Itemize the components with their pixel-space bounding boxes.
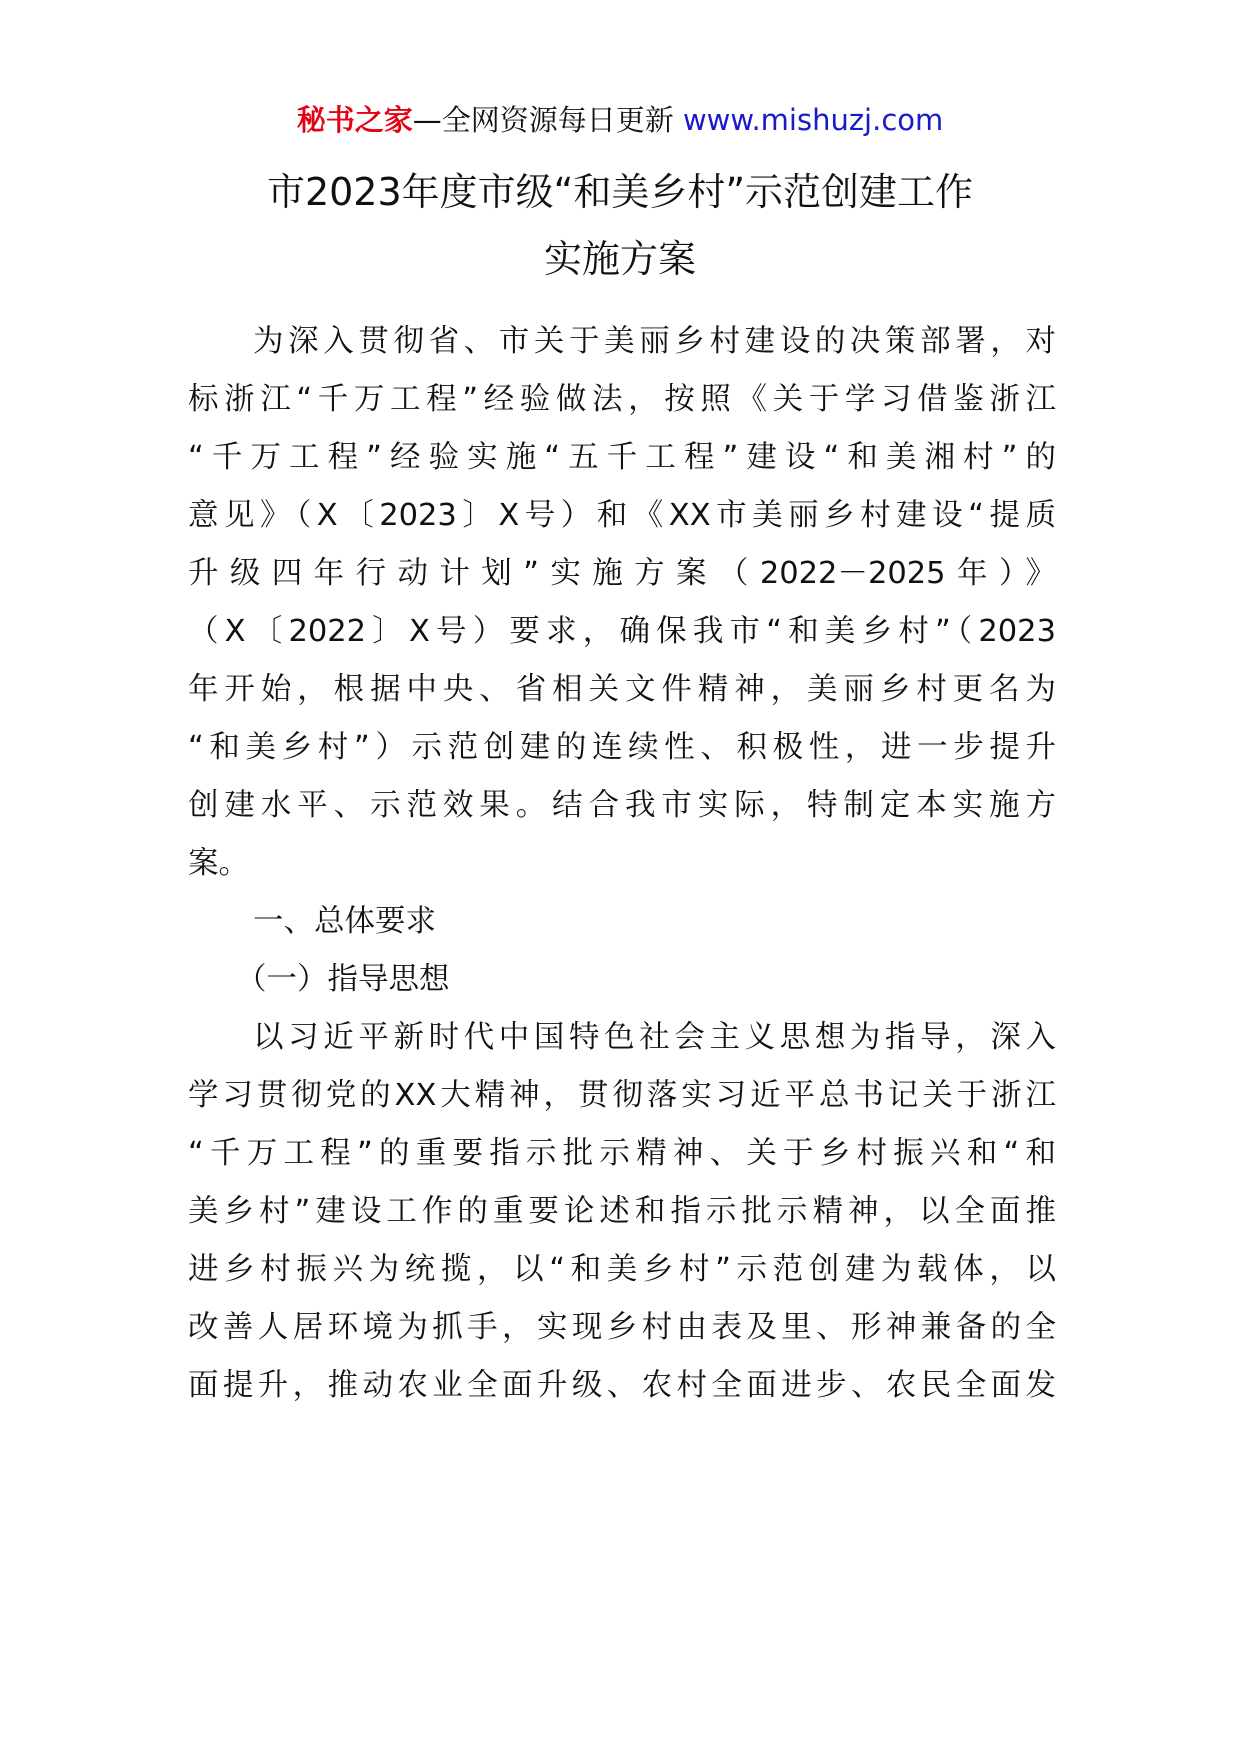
subsection-heading: （一）指导思想	[236, 962, 450, 997]
body-line: 标浙江“千万工程”经验做法，按照《关于学习借鉴浙江	[188, 382, 1056, 417]
body-line: “和美乡村”）示范创建的连续性、积极性，进一步提升	[188, 730, 1056, 765]
body-line: 面提升，推动农业全面升级、农村全面进步、农民全面发	[188, 1368, 1056, 1403]
document-title-line-1: 市2023年度市级“和美乡村”示范创建工作	[266, 170, 974, 214]
section-heading: 一、总体要求	[253, 904, 436, 939]
website-link[interactable]: www.mishuzj.com	[682, 103, 944, 137]
body-line: 创建水平、示范效果。结合我市实际，特制定本实施方	[188, 788, 1056, 823]
header-banner	[0, 100, 1240, 140]
brand-name: 秘书之家	[296, 103, 413, 137]
body-line: 案。	[188, 846, 249, 881]
body-line: （X〔2022〕X号）要求，确保我市“和美乡村”（2023	[188, 614, 1056, 649]
body-line: 以习近平新时代中国特色社会主义思想为指导，深入	[253, 1020, 1056, 1055]
body-line: “千万工程”的重要指示批示精神、关于乡村振兴和“和	[188, 1136, 1056, 1171]
body-line: 意见》（X〔2023〕X号）和《XX市美丽乡村建设“提质	[188, 498, 1056, 533]
body-line: 美乡村”建设工作的重要论述和指示批示精神，以全面推	[188, 1194, 1056, 1229]
document-title-line-2: 实施方案	[543, 237, 696, 281]
body-line: 升级四年行动计划”实施方案（2022－2025年）》	[188, 556, 1056, 591]
body-line: “千万工程”经验实施“五千工程”建设“和美湘村”的	[188, 440, 1056, 475]
body-line: 为深入贯彻省、市关于美丽乡村建设的决策部署，对	[253, 324, 1056, 359]
body-line: 年开始，根据中央、省相关文件精神，美丽乡村更名为	[188, 672, 1056, 707]
body-line: 改善人居环境为抓手，实现乡村由表及里、形神兼备的全	[188, 1310, 1056, 1345]
body-line: 进乡村振兴为统揽，以“和美乡村”示范创建为载体，以	[188, 1252, 1056, 1287]
banner-slogan: —全网资源每日更新	[412, 103, 683, 137]
body-line: 学习贯彻党的XX大精神，贯彻落实习近平总书记关于浙江	[188, 1078, 1056, 1113]
